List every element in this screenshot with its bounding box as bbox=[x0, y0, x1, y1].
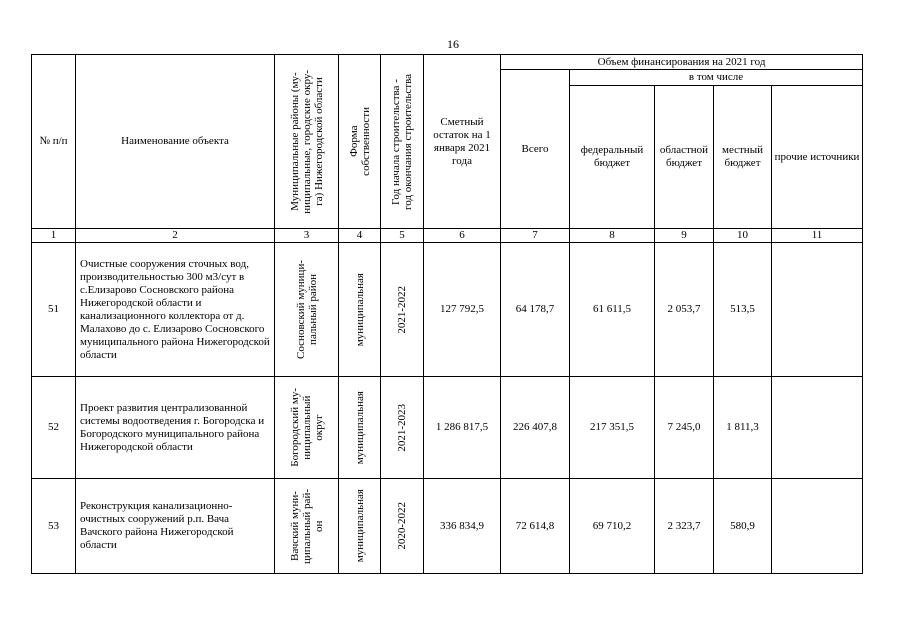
total-value: 64 178,7 bbox=[501, 243, 570, 377]
ownership-cell: муниципальная bbox=[339, 479, 381, 574]
header-cell-years: Год начала строительства - год окончания строительства bbox=[381, 55, 424, 229]
object-name: Реконструкция канализационно-очистных сооружений р.п. Вача Вачского района Нижегородской области bbox=[76, 479, 275, 574]
header-cell-regional: областной бюджет bbox=[655, 86, 714, 229]
col-number: 11 bbox=[772, 229, 863, 243]
header-cell-ownership: Форма собственности bbox=[339, 55, 381, 229]
federal-value: 217 351,5 bbox=[570, 377, 655, 479]
row-number: 53 bbox=[32, 479, 76, 574]
header-cell-district: Муниципальные районы (му- ниципальные, городские окру- га) Нижегородской области bbox=[275, 55, 339, 229]
federal-value: 69 710,2 bbox=[570, 479, 655, 574]
ownership-cell: муниципальная bbox=[339, 377, 381, 479]
regional-value: 2 323,7 bbox=[655, 479, 714, 574]
remaining-value: 1 286 817,5 bbox=[424, 377, 501, 479]
object-name: Проект развития централизованной системы водоотведения г. Богородска и Богородского муниципального района Нижегородской области bbox=[76, 377, 275, 479]
header-cell-federal: федеральный бюджет bbox=[570, 86, 655, 229]
regional-value: 2 053,7 bbox=[655, 243, 714, 377]
col-number: 7 bbox=[501, 229, 570, 243]
header-cell-local: местный бюджет bbox=[714, 86, 772, 229]
local-value: 580,9 bbox=[714, 479, 772, 574]
other-value bbox=[772, 377, 863, 479]
col-number: 4 bbox=[339, 229, 381, 243]
col-number: 6 bbox=[424, 229, 501, 243]
remaining-value: 127 792,5 bbox=[424, 243, 501, 377]
column-number-row bbox=[32, 229, 863, 243]
ownership-cell: муниципальная bbox=[339, 243, 381, 377]
total-value: 226 407,8 bbox=[501, 377, 570, 479]
district-cell: Сосновский муници- пальный район bbox=[275, 243, 339, 377]
regional-value: 7 245,0 bbox=[655, 377, 714, 479]
page-number: 16 bbox=[447, 37, 459, 51]
header-cell-remaining: Сметный остаток на 1 января 2021 года bbox=[424, 55, 501, 229]
funding-table bbox=[31, 54, 863, 574]
col-number: 5 bbox=[381, 229, 424, 243]
other-value bbox=[772, 479, 863, 574]
object-name: Очистные сооружения сточных вод, производительностью 300 м3/сут в с.Елизарово Сосновского района Нижегородской области и канализационного коллектора от д. Малахово до с. Елизарово Сосновского муниципального района Нижегородской области bbox=[76, 243, 275, 377]
header-cell-total: Всего bbox=[501, 70, 570, 229]
total-value: 72 614,8 bbox=[501, 479, 570, 574]
header-cell-no: № п/п bbox=[32, 55, 76, 229]
header-cell-funding-title: Объем финансирования на 2021 год bbox=[501, 55, 863, 70]
years-cell: 2021-2022 bbox=[381, 243, 424, 377]
remaining-value: 336 834,9 bbox=[424, 479, 501, 574]
district-cell: Богородский му- ниципальный округ bbox=[275, 377, 339, 479]
other-value bbox=[772, 243, 863, 377]
table-row bbox=[32, 243, 863, 377]
local-value: 1 811,3 bbox=[714, 377, 772, 479]
col-number: 10 bbox=[714, 229, 772, 243]
table-row bbox=[32, 377, 863, 479]
years-cell: 2020-2022 bbox=[381, 479, 424, 574]
row-number: 52 bbox=[32, 377, 76, 479]
col-number: 1 bbox=[32, 229, 76, 243]
row-number: 51 bbox=[32, 243, 76, 377]
header-cell-including: в том числе bbox=[570, 70, 863, 86]
col-number: 2 bbox=[76, 229, 275, 243]
table-row bbox=[32, 479, 863, 574]
col-number: 9 bbox=[655, 229, 714, 243]
federal-value: 61 611,5 bbox=[570, 243, 655, 377]
col-number: 8 bbox=[570, 229, 655, 243]
col-number: 3 bbox=[275, 229, 339, 243]
header-cell-other: прочие источники bbox=[772, 86, 863, 229]
years-cell: 2021-2023 bbox=[381, 377, 424, 479]
header-cell-name: Наименование объекта bbox=[76, 55, 275, 229]
district-cell: Вачский муни- ципальный рай- он bbox=[275, 479, 339, 574]
local-value: 513,5 bbox=[714, 243, 772, 377]
